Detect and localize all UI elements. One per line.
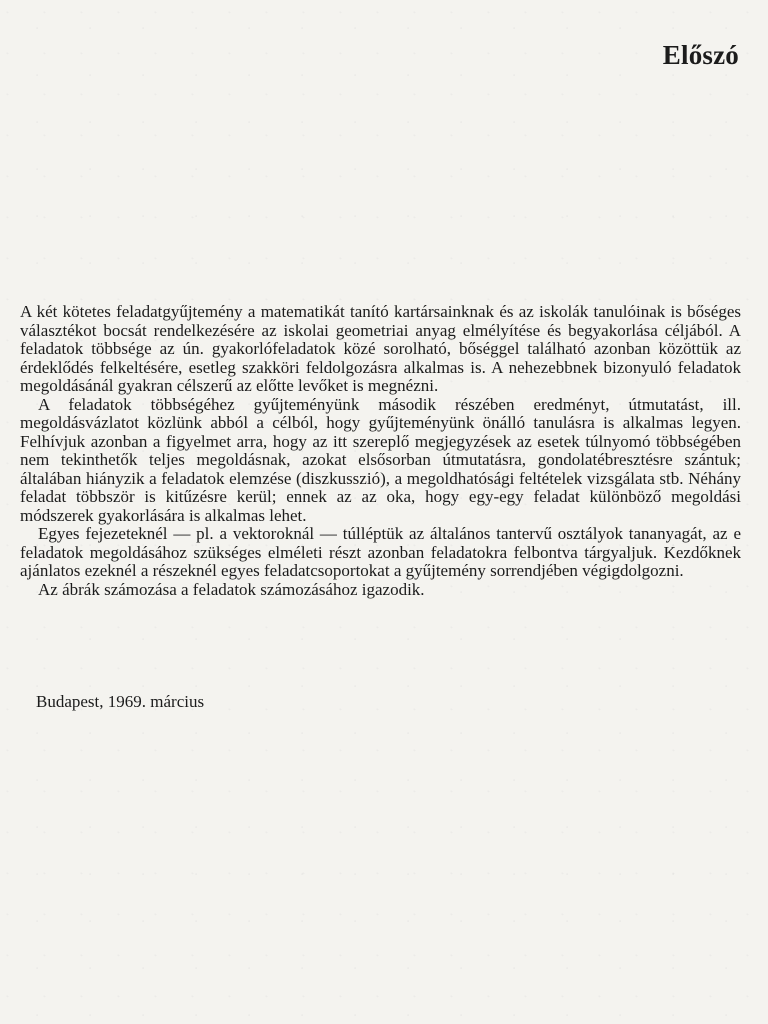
paragraph-3: Egyes fejezeteknél — pl. a vektoroknál — túlléptük az általános tantervű osztályok tananyagát, az e feladatok megoldásához szükséges elméleti részt azonban feladatokra felbontva tárgyaljuk. Kezdőknek ajánlatos ezeknél a részeknél egyes feladatcsoportokat a gyűjtemény sorrendjében végigdolgozni.: [20, 524, 741, 580]
paragraph-1: A két kötetes feladatgyűjtemény a matematikát tanító kartársainknak és az iskolák tanulóinak is bőséges választékot bocsát rendelkezésére az iskolai geometriai anyag elmélyítése és begyakorlása céljából. A feladatok többsége az ún. gyakorlófeladatok közé sorolható, bőséggel található azonban közöttük az érdeklődés felkeltésére, esetleg szakköri feldolgozásra alkalmas is. A nehezebbnek bizonyuló feladatok megoldásánál gyakran célszerű az előtte levőket is megnézni.: [20, 302, 741, 395]
preface-body: [20, 303, 741, 599]
paragraph-4: Az ábrák számozása a feladatok számozásához igazodik.: [38, 579, 425, 599]
paragraph-2: A feladatok többségéhez gyűjteményünk második részében eredményt, útmutatást, ill. megoldásvázlatot közlünk abból a célból, hogy gyűjteményünk önálló tanulásra is alkalmas legyen. Felhívjuk azonban a figyelmet arra, hogy az itt szereplő megjegyzések az esetek túlnyomó többségében nem tekinthetők teljes megoldásnak, azokat elsősorban útmutatásra, gondolatébresztésre szántuk; általában hiányzik a feladatok elemzése (diszkusszió), a megoldhatósági feltételek vizsgálata stb. Néhány feladat többször is kitűzésre kerül; ennek az az oka, hogy egy-egy feladat különböző megoldási módszerek gyakorlására is alkalmas lehet.: [20, 394, 741, 525]
page-title: Előszó: [662, 40, 739, 70]
signature-line: Budapest, 1969. március: [36, 692, 205, 711]
